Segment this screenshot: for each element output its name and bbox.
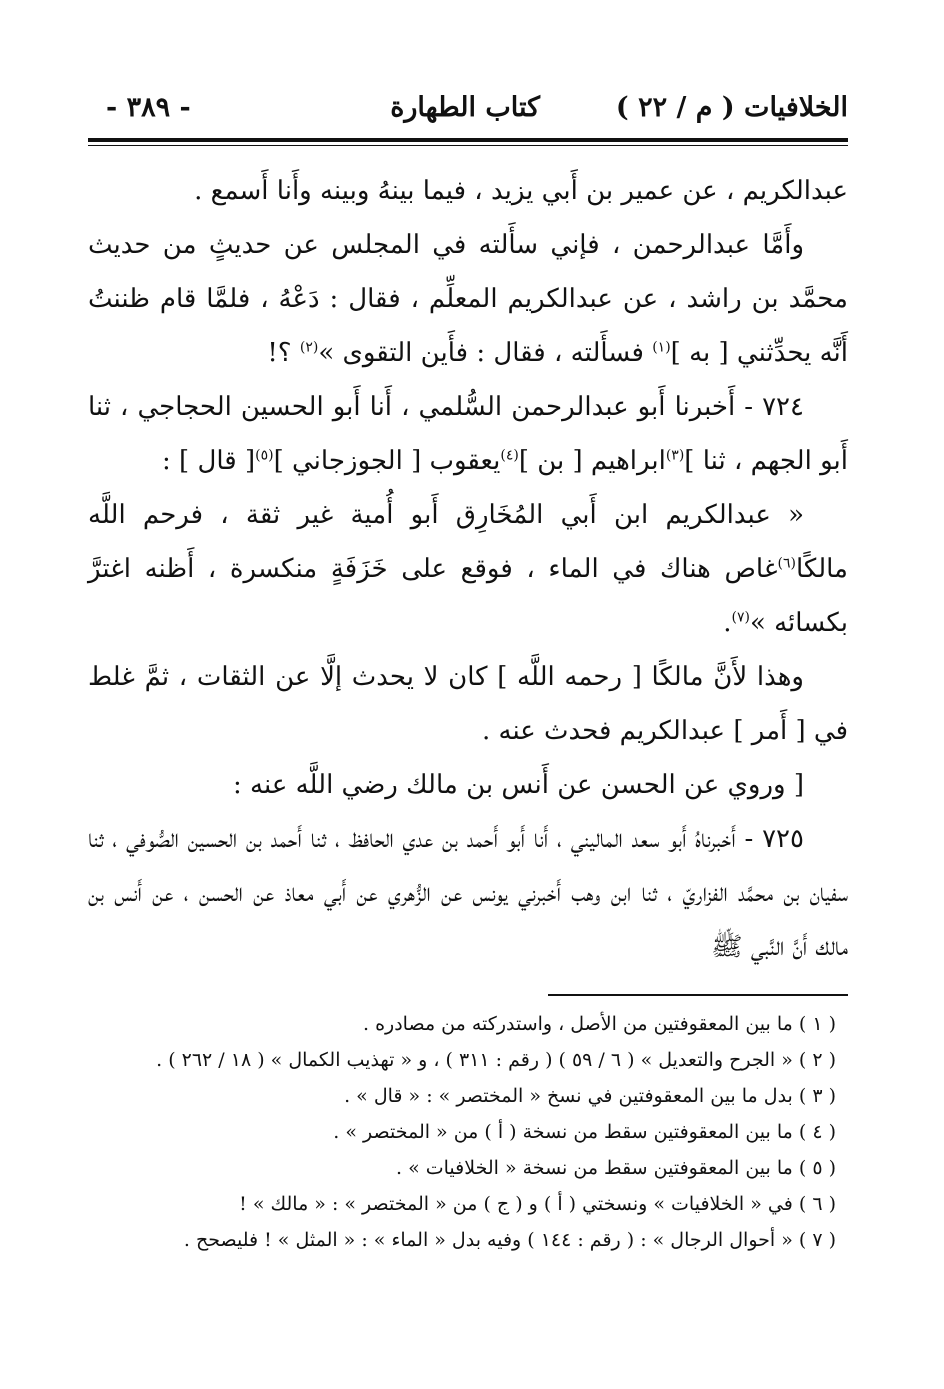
footnote-ref-2: (٢) [299, 339, 319, 356]
header-rule-thin [88, 145, 848, 146]
page-number: - ٣٨٩ - [106, 92, 191, 123]
paragraph-5: وهذا لأَنَّ مالكًا [ رحمه اللَّه ] كان لا يحدث إلَّا عن الثقات ، ثمَّ غلط في [ أَمر ] عبدالكريم فحدث عنه . [88, 662, 848, 746]
paragraph-2-part-b: فسأَلته ، فقال : فأَين التقوى » [318, 338, 653, 368]
paragraph-3-part-b: ابراهيم [ بن ] [518, 446, 666, 476]
paragraph-2-part-c: ؟! [267, 338, 300, 368]
book-page [88, 86, 848, 1258]
footnote-1: ( ١ ) ما بين المعقوفتين من الأصل ، واستدركته من مصادره . [363, 1013, 836, 1035]
footnote-7: ( ٧ ) « أحوال الرجال » : ( رقم : ١٤٤ ) وفيه بدل « الماء » : « المثل » ! فليصحح . [183, 1229, 836, 1251]
footnote-3: ( ٣ ) بدل ما بين المعقوفتين في نسخ « المختصر » : « قال » . [344, 1085, 836, 1107]
paragraph-2-part-a: وأَمَّا عبدالرحمن ، فإني سأَلته في المجلس عن حديثٍ من حديث محمَّد بن راشد ، عن عبدالكريم المعلِّم ، فقال : دَعْهُ ، فلمَّا قام ظننتُ أَنَّه يحدِّثني [ به ] [88, 230, 848, 368]
main-text [88, 164, 848, 974]
footnote-ref-5: (٥) [255, 447, 274, 464]
footnote-5: ( ٥ ) ما بين المعقوفتين سقط من نسخة « الخلافيات » . [396, 1157, 836, 1179]
footnotes [88, 1006, 848, 1258]
paragraph-2 [88, 218, 848, 380]
paragraph-4-part-a: « عبدالكريم ابن أَبي المُخَارِق أَبو أُمية غير ثقة ، فرحم اللَّه مالكًا [88, 500, 848, 584]
footnote-4: ( ٤ ) ما بين المعقوفتين سقط من نسخة ( أ ) من « المختصر » . [333, 1121, 836, 1143]
paragraph-3-part-a: ٧٢٤ - أَخبرنا أَبو عبدالرحمن السُّلمي ، أَنا أَبو الحسين الحجاجي ، ثنا أَبو الجهم ، ثنا ] [88, 392, 848, 476]
chapter-title-header: كتاب الطهارة [390, 92, 540, 123]
paragraph-7: ٧٢٥ - أَخبرناهُ أَبو سعد الماليني ، أَنا أَبو أَحمد بن عدي الحافظ ، ثنا أَحمد بن الحسين الصُّوفي ، ثنا سفيان بن محمَّد الفزاريّ ، ثنا ابن وهب أَخبرني يونس عن الزُّهري عن أَبي معاذ عن الحسن ، عن أَنس بن مالك أَنَّ النَّبي ﷺ [88, 824, 848, 962]
footnote-ref-6: (٦) [777, 555, 796, 572]
paragraph-4-part-b: غاص هناك في الماء ، فوقع على خَزَفَةٍ منكسرة ، أَظنه اغترَّ بكسائه » [88, 554, 848, 638]
running-header [88, 86, 848, 136]
footnote-separator [548, 994, 848, 996]
footnote-ref-7: (٧) [731, 609, 750, 626]
paragraph-6: [ وروي عن الحسن عن أَنس بن مالك رضي اللَّه عنه : [233, 770, 804, 800]
paragraph-3 [88, 380, 848, 488]
footnote-6: ( ٦ ) في « الخلافيات » ونسختي ( أ ) و ( ج ) من « المختصر » : « مالك » ! [239, 1193, 836, 1215]
footnote-ref-1: (١) [652, 339, 671, 356]
footnote-ref-4: (٤) [500, 447, 519, 464]
footnote-ref-3: (٣) [665, 447, 685, 464]
paragraph-4 [88, 488, 848, 650]
header-rule-thick [88, 138, 848, 142]
paragraph-3-part-c: يعقوب [ الجوزجاني ] [273, 446, 501, 476]
paragraph-1: عبدالكريم ، عن عمير بن أَبي يزيد ، فيما بينهُ وبينه وأَنا أَسمع . [194, 176, 848, 206]
paragraph-4-part-c: . [723, 608, 732, 638]
paragraph-3-part-d: [ قال ] : [162, 446, 256, 476]
footnote-2: ( ٢ ) « الجرح والتعديل » ( ٦ / ٥٩ ) ( رقم : ٣١١ ) ، و « تهذيب الكمال » ( ١٨ / ٢٦٢ ) . [156, 1049, 836, 1071]
book-title-header: الخلافيات ( م / ٢٢ ) [615, 92, 848, 123]
